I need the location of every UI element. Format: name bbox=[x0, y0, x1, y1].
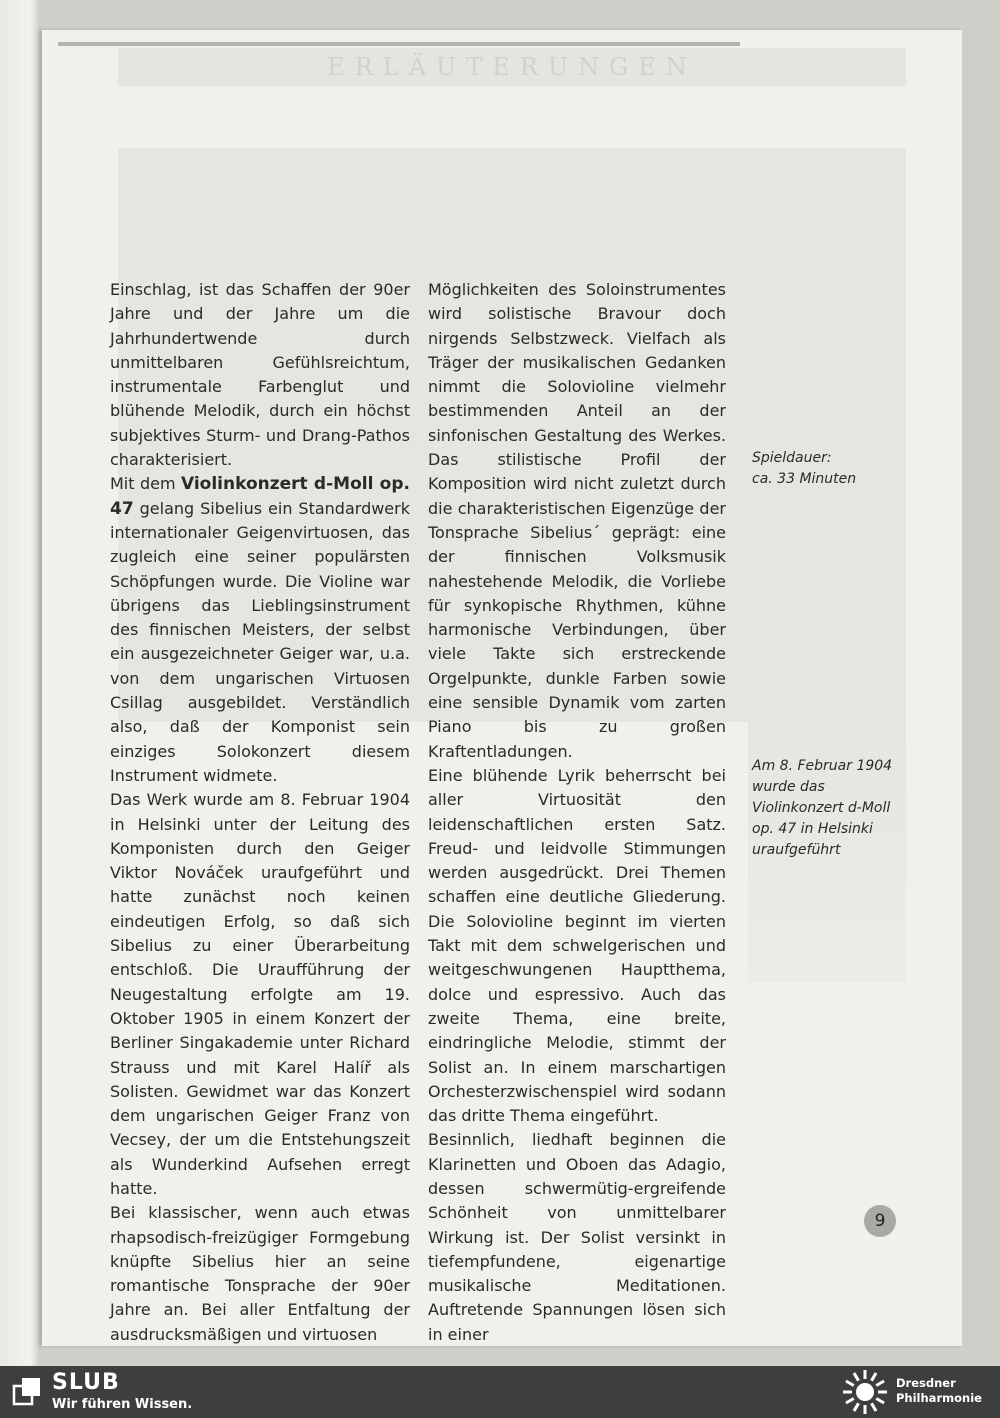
paragraph: Bei klassischer, wenn auch etwas rhapsodisch-freizügiger Formgebung knüpfte Sibelius hier an seine romantische Tonsprache der 90er Jahre an. Bei aller Entfaltung der ausdrucksmäßigen und virtuosen bbox=[110, 1203, 410, 1344]
dp-name-line1: Dresdner bbox=[896, 1376, 956, 1390]
paragraph: Möglichkeiten des Soloinstrumentes wird solistische Bravour doch nirgends Selbstzweck. Vielfach als Träger der musikalischen Gedanken nimmt die Solovioline vielmehr bestimmenden Anteil an der sinfonischen Gestaltung des Werkes. Das stilistische Profil der Komposition wird nicht zuletzt durch die charakteristischen Eigenzüge der Tonsprache Sibelius´ geprägt: eine der finnischen Volksmusik nahestehende Melodik, die Vorliebe für synkopische Rhythmen, kühne harmonische Verbindungen, über viele Takte sich erstreckende Orgelpunkte, dunkle Farben sowie eine sensible Dynamik vom zarten Piano bis zu großen Kraftentladungen. bbox=[428, 280, 726, 761]
duration-note bbox=[752, 448, 902, 490]
left-text-column bbox=[110, 278, 410, 1347]
duration-label: Spieldauer: bbox=[752, 450, 832, 466]
faded-header-title: ERLÄUTERUNGEN bbox=[118, 48, 906, 86]
work-title: Violinkonzert d-Moll op. 47 bbox=[110, 474, 410, 519]
image-caption: Am 8. Februar 1904 wurde das Violinkonzert d-Moll op. 47 in Helsinki uraufgeführt bbox=[752, 758, 893, 858]
previous-page-edge bbox=[0, 0, 38, 1366]
dresdner-philharmonie-logo-icon bbox=[842, 1369, 888, 1415]
duration-value: ca. 33 Minuten bbox=[752, 471, 857, 487]
footer-bar bbox=[0, 1366, 1000, 1418]
slub-tagline: Wir führen Wissen. bbox=[52, 1397, 193, 1412]
slub-name: SLUB bbox=[52, 1370, 120, 1395]
paragraph-rest: gelang Sibelius ein Standardwerk internationaler Geigenvirtuosen, das zugleich eine seiner populärsten Schöpfungen wurde. Die Violine war übrigens das Lieblingsinstrument des finnischen Meisters, der selbst ein ausgezeichneter Geiger war, u.a. von dem ungarischen Virtuosen Csillag ausgebildet. Verständlich also, daß der Komponist sein einziges Solokonzert diesem Instrument widmete. bbox=[110, 498, 410, 785]
paragraph-violin-concerto bbox=[110, 472, 410, 788]
paragraph: Besinnlich, liedhaft beginnen die Klarinetten und Oboen das Adagio, dessen schwermütig-ergreifende Schönheit von unmittelbarer Wirkung ist. Der Solist versinkt in tiefempfundene, eigenartige musikalische Meditationen. Auftretende Spannungen lösen sich in einer bbox=[428, 1130, 726, 1344]
paragraph: Das Werk wurde am 8. Februar 1904 in Helsinki unter der Leitung des Komponisten durch den Geiger Viktor Nováček uraufgeführt und hatte zunächst noch keinen eindeutigen Erfolg, so daß sich Sibelius zu einer Überarbeitung entschloß. Die Uraufführung der Neugestaltung erfolgte am 19. Oktober 1905 in einem Konzert der Berliner Singakademie unter Richard Strauss und mit Karel Halíř als Solisten. Gewidmet war das Konzert dem ungarischen Geiger Franz von Vecsey, der um die Entstehungszeit als Wunderkind Aufsehen erregt hatte. bbox=[110, 790, 410, 1198]
top-rule bbox=[58, 42, 740, 46]
paragraph-lead: Mit dem bbox=[110, 474, 176, 494]
paragraph: Eine blühende Lyrik beherrscht bei aller Virtuosität den leidenschaftlichen ersten Satz. Freud- und leidvolle Stimmungen werden ausgedrückt. Drei Themen schaffen eine deutliche Gliederung. Die Solovioline beginnt im vierten Takt mit dem schwelgerischen und weitgeschwungenen Hauptthema, dolce und espressivo. Auch das zweite Thema, eine breite, eindringliche Melodie, stimmt der Solist an. In einem marschartigen Orchesterzwischenspiel wird sodann das dritte Thema eingeführt. bbox=[428, 765, 726, 1126]
dp-name-line2: Philharmonie bbox=[896, 1391, 982, 1405]
middle-text-column bbox=[428, 278, 726, 1347]
page-number-badge: 9 bbox=[864, 1205, 896, 1237]
dresdner-philharmonie-name bbox=[896, 1376, 996, 1406]
slub-logo-icon bbox=[12, 1376, 42, 1406]
paragraph: Einschlag, ist das Schaffen der 90er Jahre und der Jahre um die Jahrhundertwende durch unmittelbaren Gefühlsreichtum, instrumentale Farbenglut und blühende Melodik, durch ein höchst subjektives Sturm- und Drang-Pathos charakterisiert. bbox=[110, 280, 410, 470]
